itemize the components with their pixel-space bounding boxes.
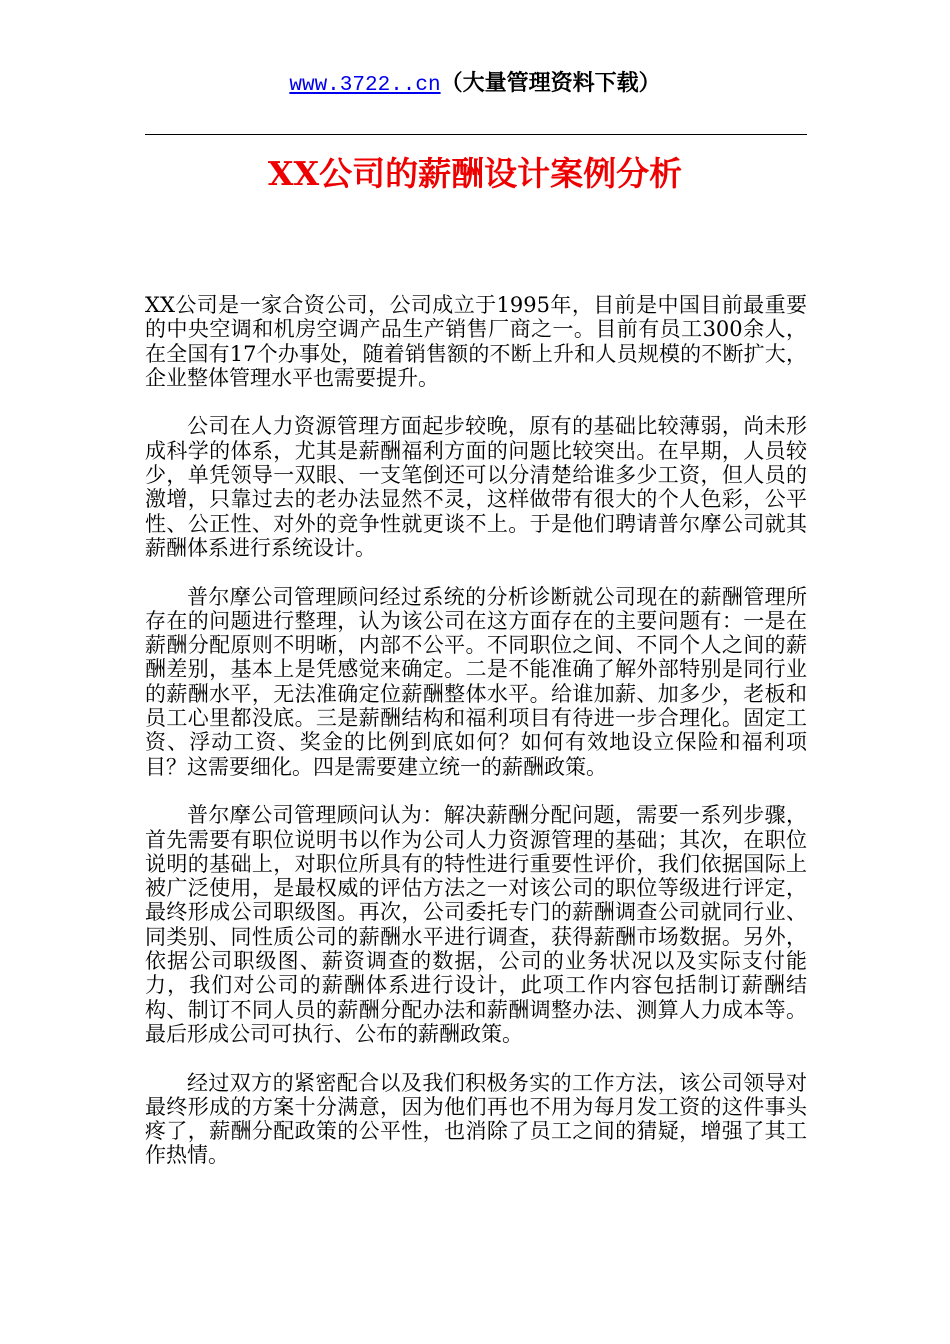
paragraph: XX公司是一家合资公司，公司成立于1995年，目前是中国目前最重要的中央空调和机房空调产品生产销售厂商之一。目前有员工300余人，在全国有17个办事处，随着销售额的不断上升和人员规模的不断扩大，企业整体管理水平也需要提升。 bbox=[145, 293, 807, 390]
site-link[interactable]: www.3722..cn bbox=[289, 74, 441, 97]
site-header bbox=[145, 68, 805, 101]
site-tagline: （大量管理资料下载） bbox=[440, 70, 661, 96]
paragraph: 普尔摩公司管理顾问认为：解决薪酬分配问题，需要一系列步骤，首先需要有职位说明书以作为公司人力资源管理的基础；其次，在职位说明的基础上，对职位所具有的特性进行重要性评价，我们依据国际上被广泛使用，是最权威的评估方法之一对该公司的职位等级进行评定，最终形成公司职级图。再次，公司委托专门的薪酬调查公司就同行业、同类别、同性质公司的薪酬水平进行调查，获得薪酬市场数据。另外，依据公司职级图、薪资调查的数据，公司的业务状况以及实际支付能力，我们对公司的薪酬体系进行设计，此项工作内容包括制订薪酬结构、制订不同人员的薪酬分配办法和薪酬调整办法、测算人力成本等。最后形成公司可执行、公布的薪酬政策。 bbox=[145, 803, 807, 1046]
paragraph: 经过双方的紧密配合以及我们积极务实的工作方法，该公司领导对最终形成的方案十分满意，因为他们再也不用为每月发工资的这件事头疼了，薪酬分配政策的公平性，也消除了员工之间的猜疑，增强了其工作热情。 bbox=[145, 1070, 807, 1168]
header-divider bbox=[145, 134, 807, 135]
paragraph: 普尔摩公司管理顾问经过系统的分析诊断就公司现在的薪酬管理所存在的问题进行整理，认为该公司在这方面存在的主要问题有：一是在薪酬分配原则不明晰，内部不公平。不同职位之间、不同个人之间的薪酬差别，基本上是凭感觉来确定。二是不能准确了解外部特别是同行业的薪酬水平，无法准确定位薪酬整体水平。给谁加薪、加多少，老板和员工心里都没底。三是薪酬结构和福利项目有待进一步合理化。固定工资、浮动工资、奖金的比例到底如何？如何有效地设立保险和福利项目？这需要细化。四是需要建立统一的薪酬政策。 bbox=[145, 584, 807, 779]
document-body bbox=[145, 293, 807, 1192]
paragraph: 公司在人力资源管理方面起步较晚，原有的基础比较薄弱，尚未形成科学的体系，尤其是薪酬福利方面的问题比较突出。在早期，人员较少，单凭领导一双眼、一支笔倒还可以分清楚给谁多少工资，但人员的激增，只靠过去的老办法显然不灵，这样做带有很大的个人色彩，公平性、公正性、对外的竞争性就更谈不上。于是他们聘请普尔摩公司就其薪酬体系进行系统设计。 bbox=[145, 414, 807, 560]
document-title: XX公司的薪酬设计案例分析 bbox=[267, 154, 683, 193]
